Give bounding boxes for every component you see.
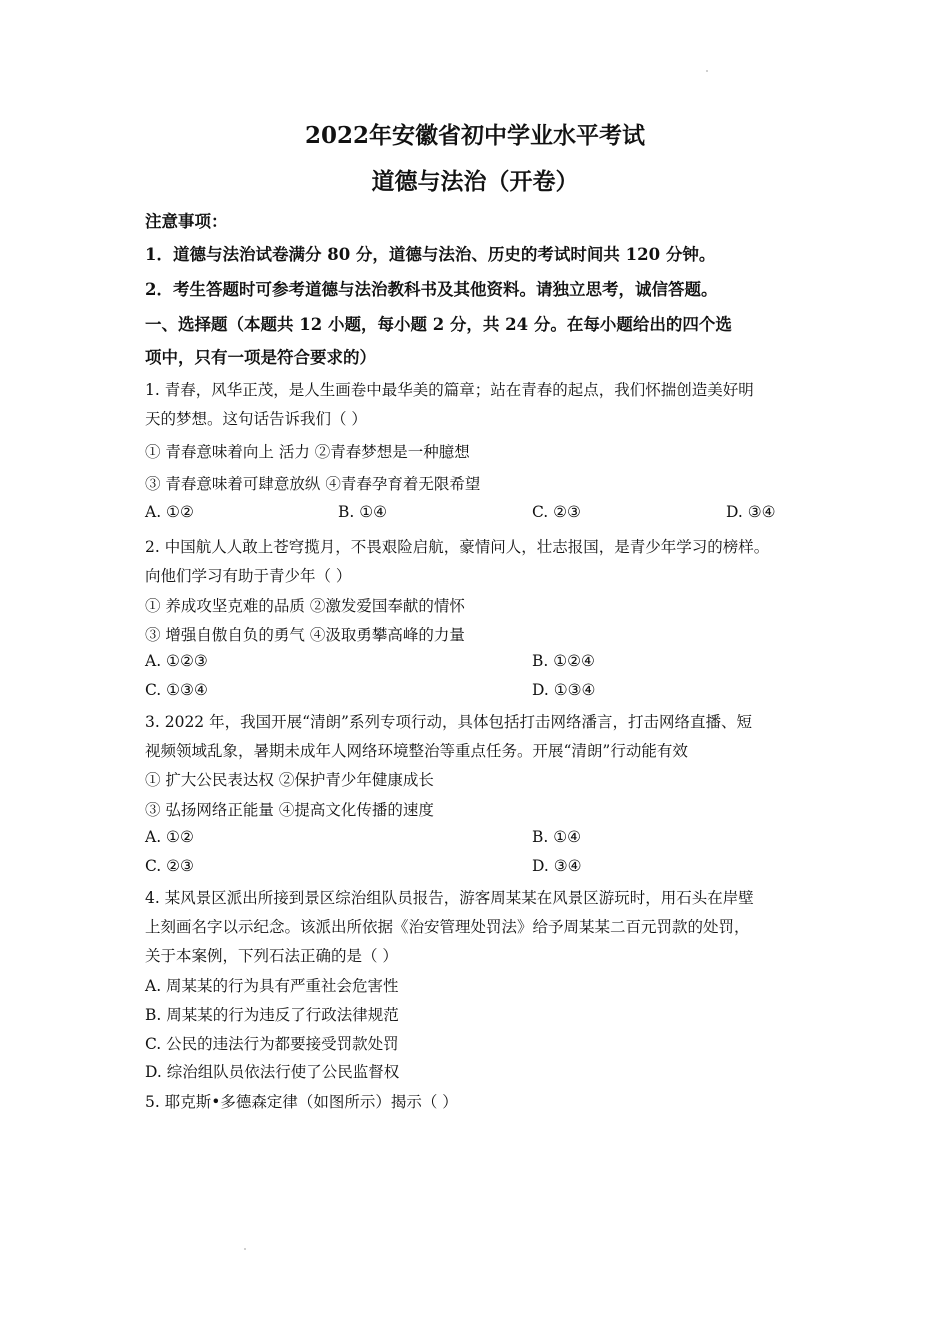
q4-stem-line1: 4. 某风景区派出所接到景区综治组队员报告，游客周某某在风景区游玩时，用石头在岸壁 (145, 889, 754, 907)
q2-statement-2: ③ 增强自傲自负的勇气 ④汲取勇攀高峰的力量 (145, 626, 465, 644)
q2-statement-1: ① 养成攻坚克难的品质 ②激发爱国奉献的情怀 (145, 597, 465, 615)
q1-stem-line2: 天的梦想。这句话告诉我们（ ） (145, 410, 367, 428)
note-item-1: 1．道德与法治试卷满分 80 分，道德与法治、历史的考试时间共 120 分钟。 (145, 245, 716, 264)
q1-option-c: C. ②③ (532, 503, 581, 521)
exam-subject: 道德与法治（开卷） (371, 168, 579, 195)
q3-option-a: A. ①② (145, 828, 194, 846)
q1-statement-1: ① 青春意味着向上 活力 ②青春梦想是一种臆想 (145, 443, 470, 461)
q3-statement-2: ③ 弘扬网络正能量 ④提高文化传播的速度 (145, 801, 434, 819)
q2-option-b: B. ①②④ (532, 652, 595, 670)
q1-option-a: A. ①② (145, 503, 194, 521)
q1-option-b: B. ①④ (338, 503, 388, 521)
q4-stem-line2: 上刻画名字以示纪念。该派出所依据《治安管理处罚法》给予周某某二百元罚款的处罚， (145, 918, 750, 936)
q2-stem-line1: 2. 中国航人人敢上苍穹揽月，不畏艰险启航，豪情问人，壮志报国，是青少年学习的榜样。 (145, 538, 770, 556)
q4-option-c: C. 公民的违法行为都要接受罚款处罚 (145, 1035, 399, 1053)
q2-option-c: C. ①③④ (145, 681, 208, 699)
q1-statement-2: ③ 青春意味着可肆意放纵 ④青春孕育着无限希望 (145, 475, 481, 493)
note-item-2: 2．考生答题时可参考道德与法治教科书及其他资料。请独立思考，诚信答题。 (145, 280, 718, 299)
q4-option-a: A. 周某某的行为具有严重社会危害性 (145, 977, 399, 995)
q2-stem-line2: 向他们学习有助于青少年（ ） (145, 567, 352, 585)
q1-option-d: D. ③④ (726, 503, 776, 521)
q5-stem-line1: 5. 耶克斯•多德森定律（如图所示）揭示（ ） (145, 1093, 458, 1111)
scan-speck (706, 70, 708, 72)
q4-option-d: D. 综治组队员依法行使了公民监督权 (145, 1063, 400, 1081)
q2-option-a: A. ①②③ (145, 652, 208, 670)
section-heading-line1: 一、选择题（本题共 12 小题，每小题 2 分，共 24 分。在每小题给出的四个选 (145, 315, 732, 334)
scan-speck (244, 1248, 246, 1250)
q2-option-d: D. ①③④ (532, 681, 596, 699)
exam-title: 2022年安徽省初中学业水平考试 (304, 122, 645, 149)
q3-stem-line1: 3. 2022 年，我国开展“清朗”系列专项行动，具体包括打击网络潘言，打击网络直播、短 (145, 713, 752, 731)
q3-statement-1: ① 扩大公民表达权 ②保护青少年健康成长 (145, 771, 434, 789)
q4-option-b: B. 周某某的行为违反了行政法律规范 (145, 1006, 399, 1024)
q1-stem-line1: 1. 青春，风华正茂，是人生画卷中最华美的篇章；站在青春的起点，我们怀揣创造美好明 (145, 381, 754, 399)
q4-stem-line3: 关于本案例，下列石法正确的是（ ） (145, 947, 398, 965)
q3-stem-line2: 视频领域乱象，暑期未成年人网络环境整治等重点任务。开展“清朗”行动能有效 (145, 742, 688, 760)
q3-option-c: C. ②③ (145, 857, 194, 875)
notes-heading: 注意事项： (145, 212, 228, 231)
q3-option-d: D. ③④ (532, 857, 582, 875)
section-heading-line2: 项中，只有一项是符合要求的） (145, 348, 376, 367)
q3-option-b: B. ①④ (532, 828, 582, 846)
